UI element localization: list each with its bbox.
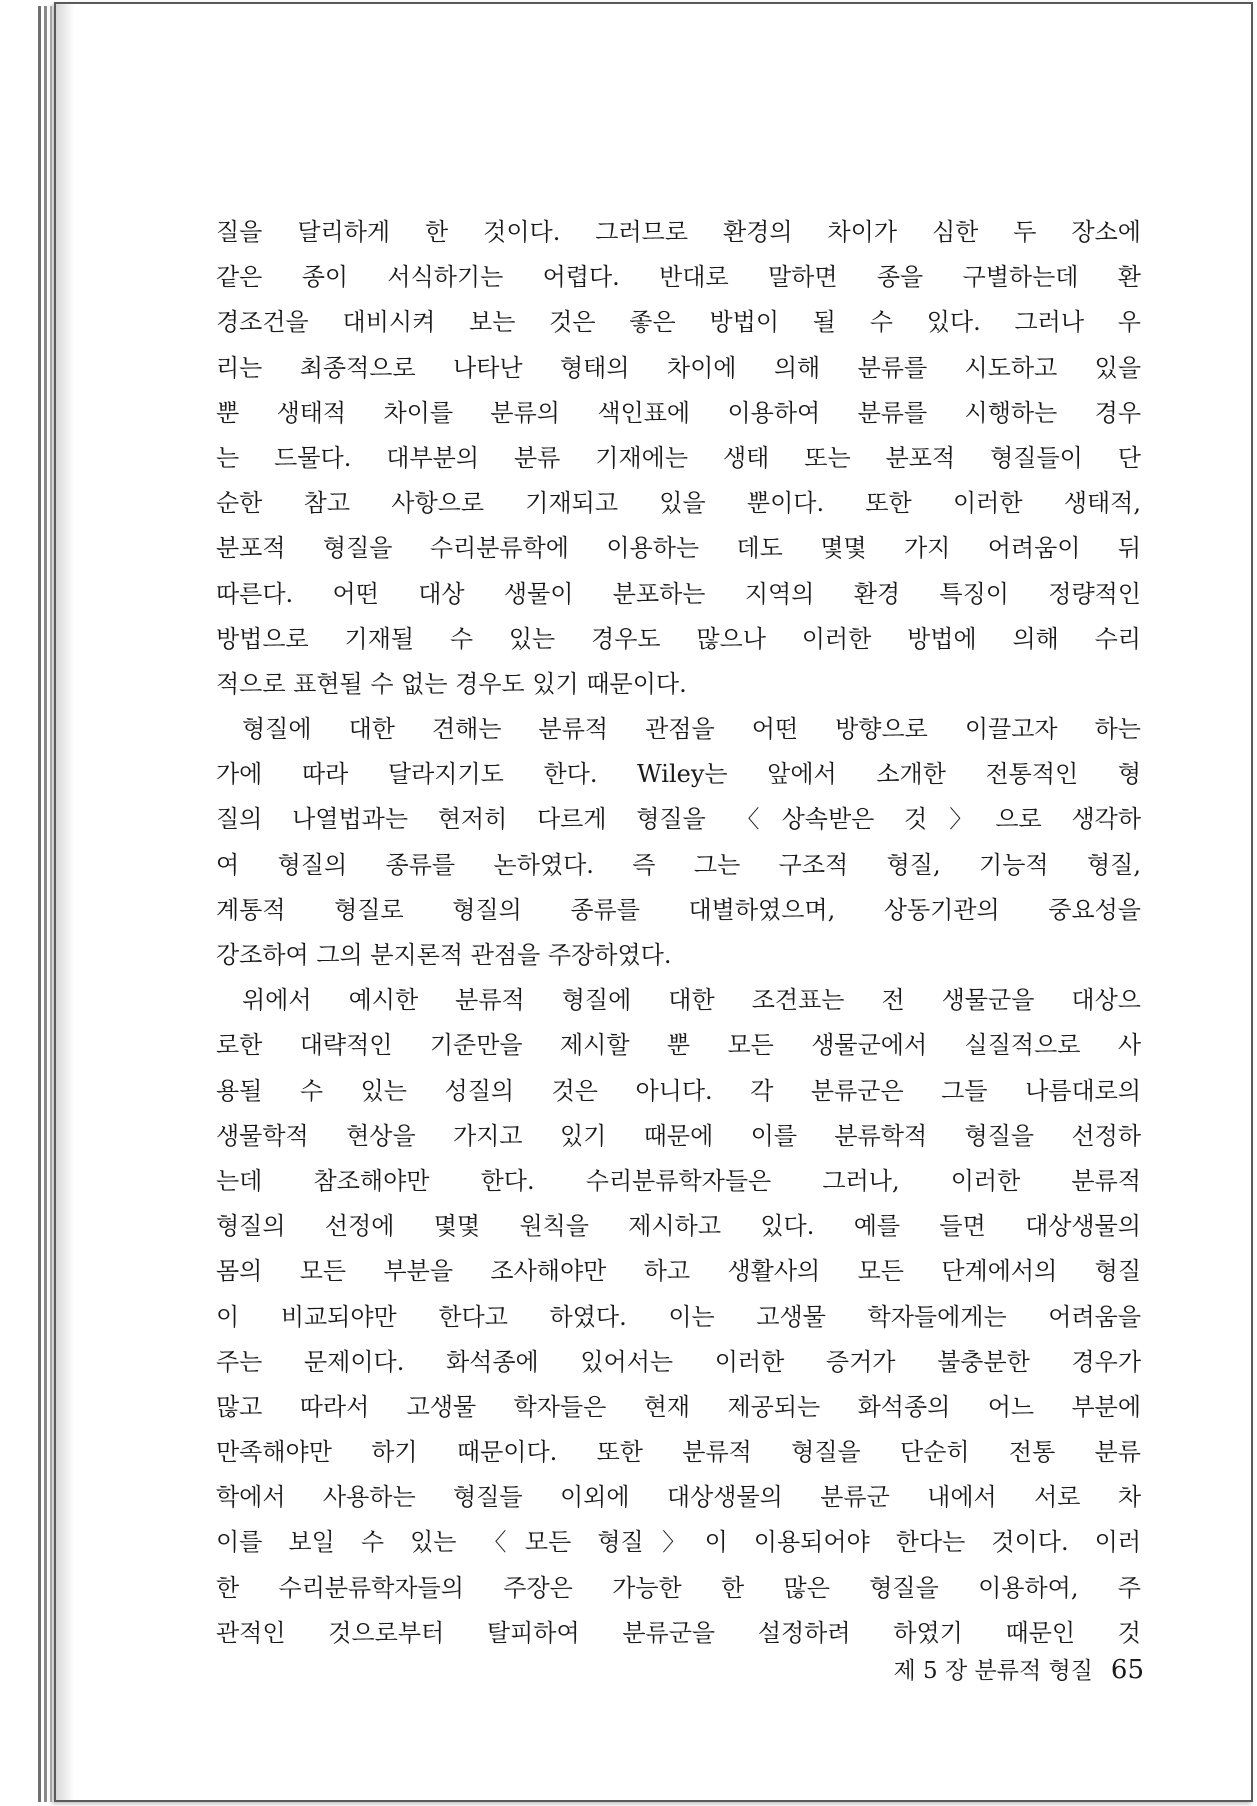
running-footer <box>756 1652 1144 1685</box>
text-line: 학에서 사용하는 형질들 이외에 대상생물의 분류군 내에서 서로 차 <box>216 1483 1141 1512</box>
text-line: 분포적 형질을 수리분류학에 이용하는 데도 몇몇 가지 어려움이 뒤 <box>216 534 1141 563</box>
page-stack-edge <box>38 6 41 1802</box>
text-line: 리는 최종적으로 나타난 형태의 차이에 의해 분류를 시도하고 있을 <box>216 353 1141 382</box>
text-line: 따른다. 어떤 대상 생물이 분포하는 지역의 환경 특징이 정량적인 <box>216 579 1141 608</box>
text-line: 는데 참조해야만 한다. 수리분류학자들은 그러나, 이러한 분류적 <box>216 1166 1141 1195</box>
body-text <box>216 210 1141 1656</box>
page-stack-edge <box>44 6 47 1802</box>
text-line: 강조하여 그의 분지론적 관점을 주장하였다. <box>216 941 672 969</box>
text-line: 이 비교되야만 한다고 하였다. 이는 고생물 학자들에게는 어려움을 <box>216 1302 1141 1331</box>
text-line: 같은 종이 서식하기는 어렵다. 반대로 말하면 종을 구별하는데 환 <box>216 263 1141 292</box>
text-line: 순한 참고 사항으로 기재되고 있을 뿐이다. 또한 이러한 생태적, <box>216 489 1141 518</box>
text-line: 경조건을 대비시켜 보는 것은 좋은 방법이 될 수 있다. 그러나 우 <box>216 308 1141 337</box>
text-line: 위에서 예시한 분류적 형질에 대한 조견표는 전 생물군을 대상으 <box>242 986 1141 1015</box>
text-line: 형질의 선정에 몇몇 원칙을 제시하고 있다. 예를 들면 대상생물의 <box>216 1212 1141 1241</box>
text-line: 가에 따라 달라지기도 한다. Wiley는 앞에서 소개한 전통적인 형 <box>216 760 1141 789</box>
text-line: 계통적 형질로 형질의 종류를 대별하였으며, 상동기관의 중요성을 <box>216 895 1141 924</box>
book-page <box>54 2 1253 1802</box>
text-line: 로한 대략적인 기준만을 제시할 뿐 모든 생물군에서 실질적으로 사 <box>216 1031 1141 1060</box>
text-line: 많고 따라서 고생물 학자들은 현재 제공되는 화석종의 어느 부분에 <box>216 1392 1141 1421</box>
text-line: 형질에 대한 견해는 분류적 관점을 어떤 방향으로 이끌고자 하는 <box>242 715 1141 744</box>
page-gutter-shadow <box>56 4 74 1800</box>
text-line: 질의 나열법과는 현저히 다르게 형질을 〈상속받은 것〉으로 생각하 <box>216 805 1141 834</box>
text-line: 용될 수 있는 성질의 것은 아니다. 각 분류군은 그들 나름대로의 <box>216 1076 1141 1105</box>
page-number: 65 <box>1110 1655 1144 1685</box>
text-line: 이를 보일 수 있는 〈모든 형질〉이 이용되어야 한다는 것이다. 이러 <box>216 1528 1141 1557</box>
text-line: 만족해야만 하기 때문이다. 또한 분류적 형질을 단순히 전통 분류 <box>216 1438 1141 1467</box>
text-line: 한 수리분류학자들의 주장은 가능한 한 많은 형질을 이용하여, 주 <box>216 1573 1141 1602</box>
text-line: 는 드물다. 대부분의 분류 기재에는 생태 또는 분포적 형질들이 단 <box>216 443 1141 472</box>
chapter-title: 제 5 장 분류적 형질 <box>893 1658 1093 1684</box>
page-stack-edge <box>50 6 52 1802</box>
text-line: 여 형질의 종류를 논하였다. 즉 그는 구조적 형질, 기능적 형질, <box>216 850 1141 879</box>
text-line: 적으로 표현될 수 없는 경우도 있기 때문이다. <box>216 669 687 698</box>
text-line: 질을 달리하게 한 것이다. 그러므로 환경의 차이가 심한 두 장소에 <box>216 218 1141 246</box>
text-line: 방법으로 기재될 수 있는 경우도 많으나 이러한 방법에 의해 수리 <box>216 624 1141 653</box>
text-line: 몸의 모든 부분을 조사해야만 하고 생활사의 모든 단계에서의 형질 <box>216 1257 1141 1286</box>
text-line: 주는 문제이다. 화석종에 있어서는 이러한 증거가 불충분한 경우가 <box>216 1347 1141 1376</box>
text-line: 관적인 것으로부터 탈피하여 분류군을 설정하려 하였기 때문인 것 <box>216 1618 1141 1647</box>
text-line: 뿐 생태적 차이를 분류의 색인표에 이용하여 분류를 시행하는 경우 <box>216 398 1141 427</box>
text-line: 생물학적 현상을 가지고 있기 때문에 이를 분류학적 형질을 선정하 <box>216 1121 1141 1150</box>
